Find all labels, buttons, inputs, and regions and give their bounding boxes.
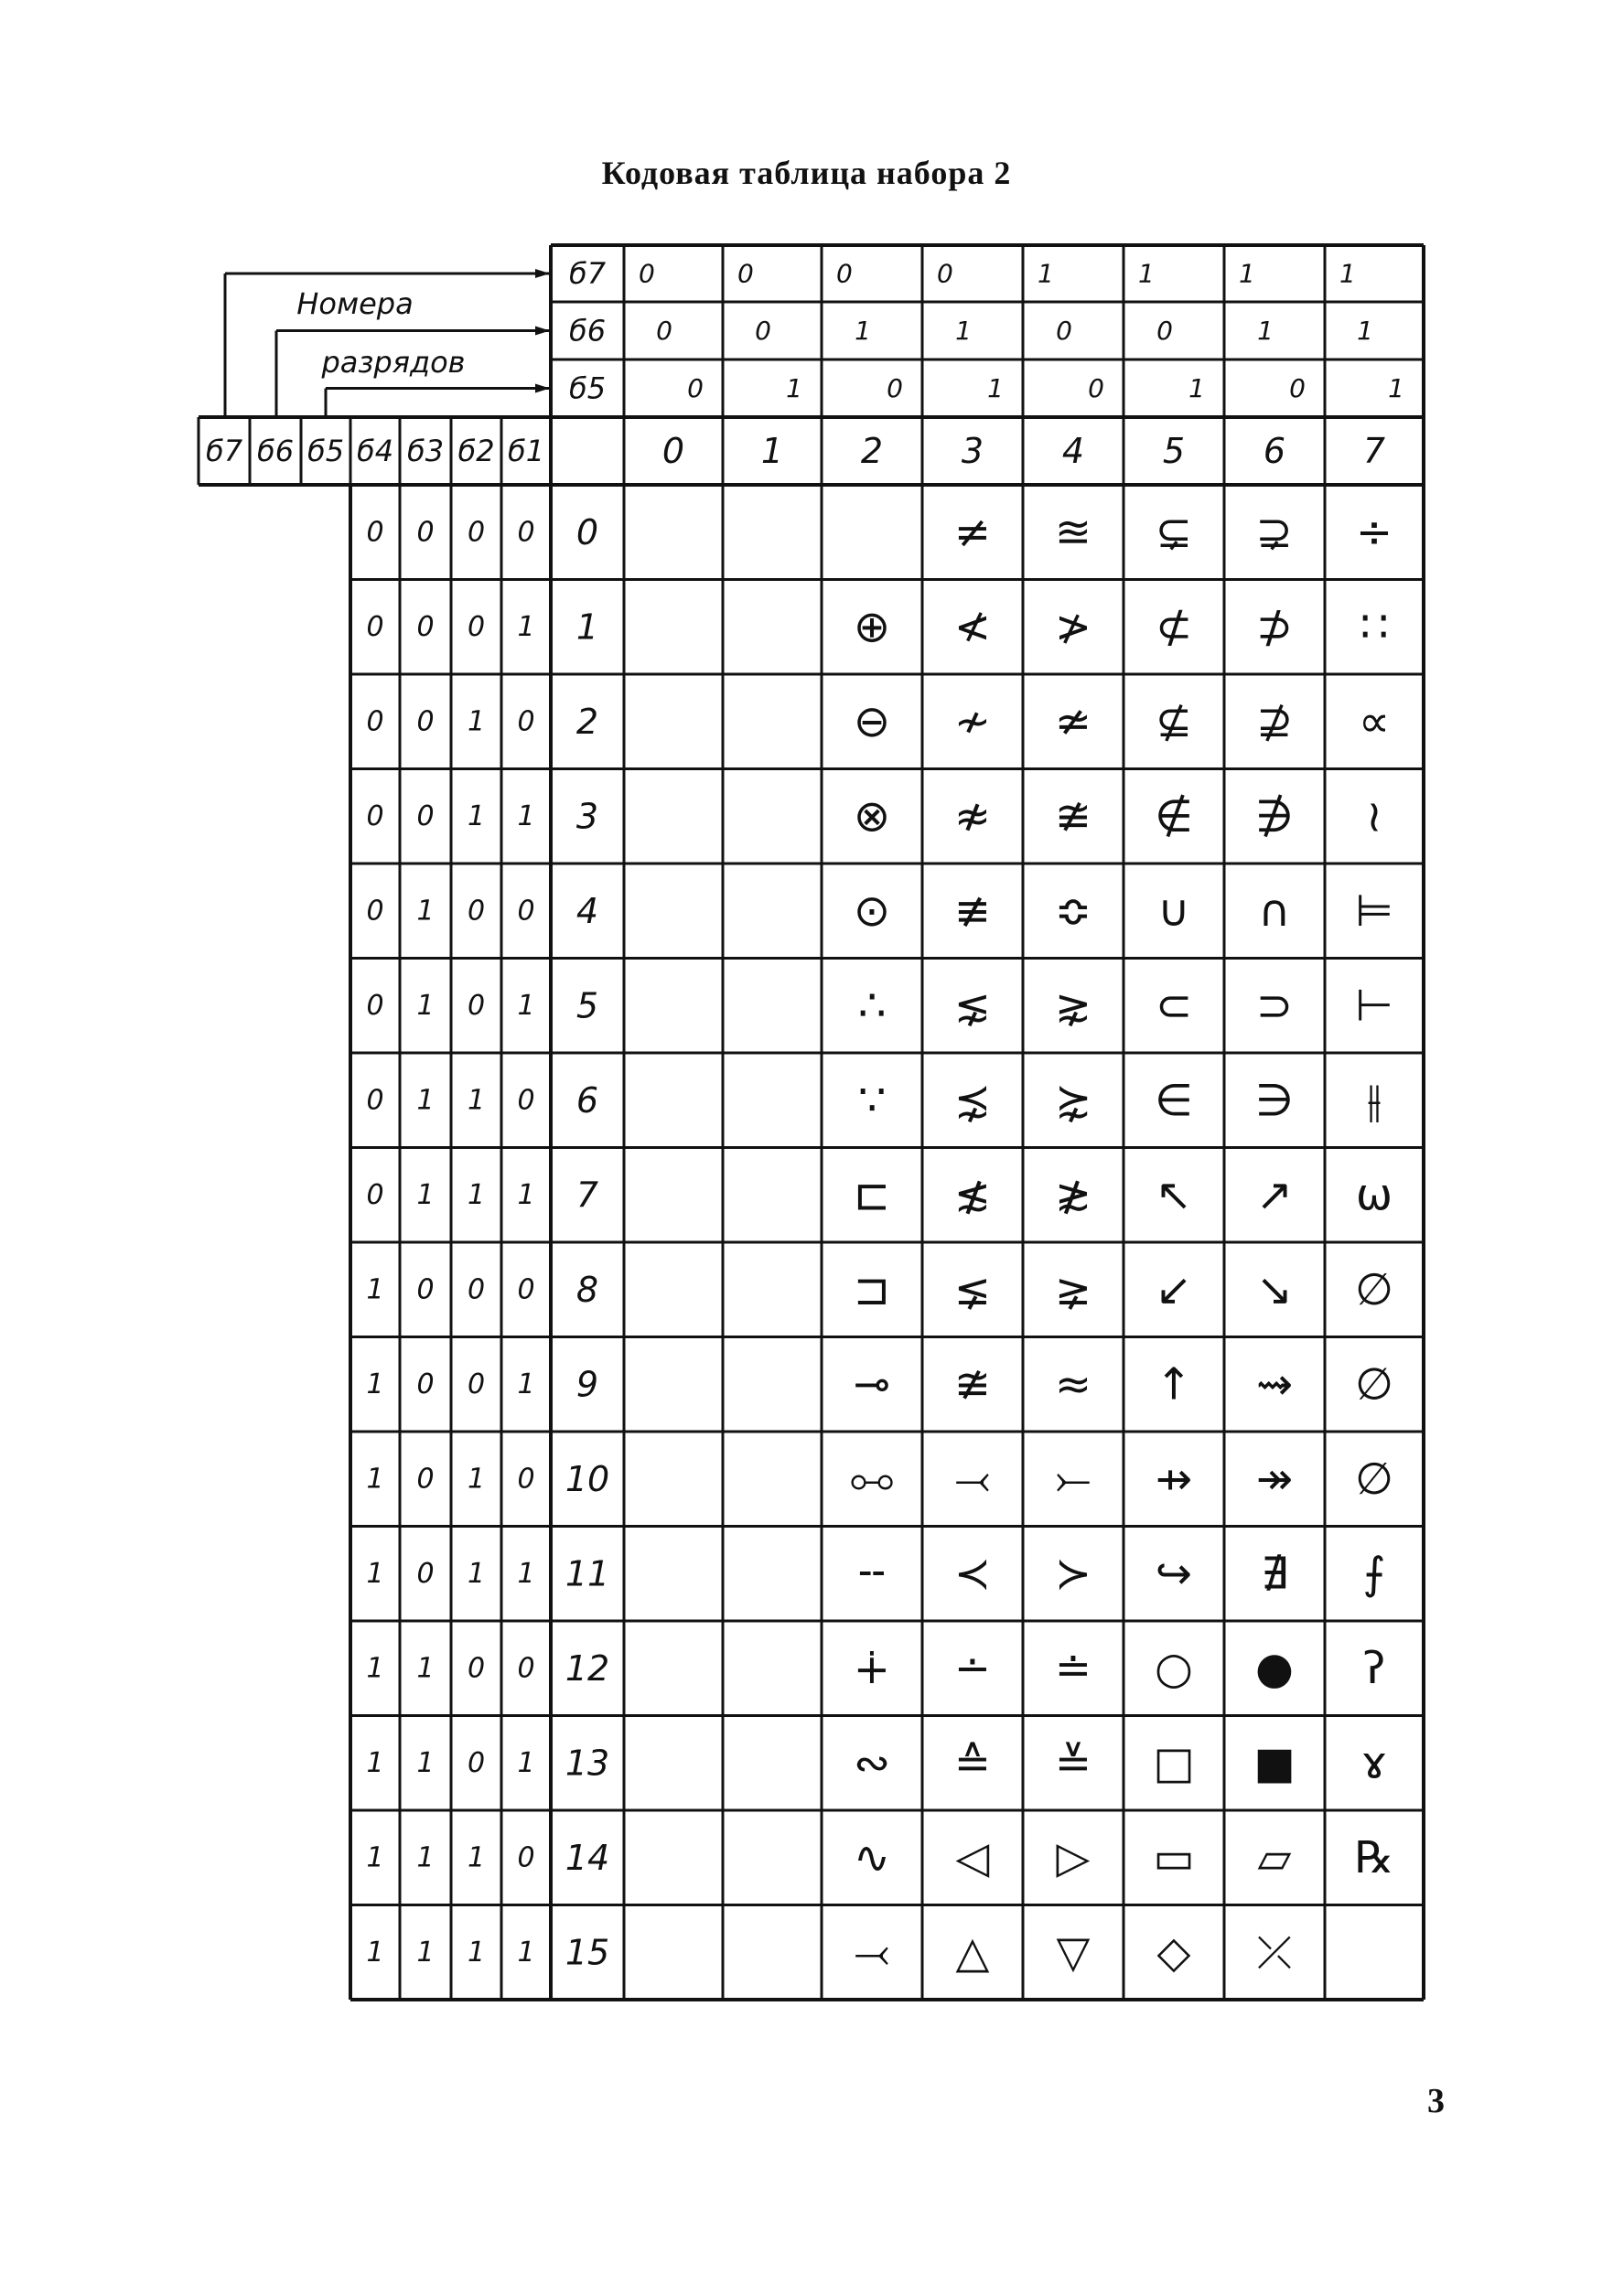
row-bit-12-1: 1 bbox=[416, 1652, 435, 1685]
symbol-c6-r7: ↗ bbox=[1255, 1169, 1294, 1221]
row-bit-0-1: 0 bbox=[416, 516, 435, 549]
symbol-c5-r1: ⊄ bbox=[1155, 601, 1193, 653]
row-number-3: 3 bbox=[575, 796, 599, 837]
row-bit-11-0: 1 bbox=[366, 1557, 384, 1590]
column-number-2: 2 bbox=[860, 431, 884, 471]
column-bit-b7-6: 1 bbox=[1239, 258, 1255, 289]
symbol-c4-r8: ⪈ bbox=[1054, 1263, 1092, 1315]
symbol-c7-r10: ∅ bbox=[1355, 1453, 1393, 1505]
column-number-0: 0 bbox=[661, 431, 685, 471]
symbol-c5-r13: □ bbox=[1153, 1737, 1195, 1789]
symbol-c5-r5: ⊂ bbox=[1155, 980, 1193, 1032]
bit-name-б4: б4 bbox=[356, 434, 394, 468]
symbol-c7-r11: ⨍ bbox=[1362, 1548, 1386, 1600]
column-bit-b5-6: 0 bbox=[1289, 373, 1306, 403]
row-bit-1-2: 0 bbox=[467, 610, 486, 643]
symbol-c7-r2: ∝ bbox=[1358, 695, 1391, 747]
row-bit-10-0: 1 bbox=[366, 1463, 384, 1496]
row-bit-1-0: 0 bbox=[366, 610, 384, 643]
symbol-c4-r11: ≻ bbox=[1054, 1548, 1092, 1600]
column-bit-label-б5: б5 bbox=[568, 370, 607, 406]
symbol-c3-r6: ⋨ bbox=[953, 1074, 992, 1126]
row-number-7: 7 bbox=[575, 1175, 599, 1216]
column-bit-label-б7: б7 bbox=[568, 256, 607, 291]
row-bit-4-1: 1 bbox=[416, 895, 435, 928]
row-bit-6-1: 1 bbox=[416, 1084, 435, 1117]
row-bit-4-3: 0 bbox=[517, 895, 535, 928]
row-number-1: 1 bbox=[575, 606, 599, 648]
column-bit-b7-0: 0 bbox=[639, 258, 655, 289]
row-bit-4-0: 0 bbox=[366, 895, 384, 928]
symbol-c7-r13: ɤ bbox=[1360, 1737, 1388, 1789]
symbol-c2-r2: ⊖ bbox=[853, 695, 891, 747]
column-bit-b6-4: 0 bbox=[1056, 316, 1072, 346]
symbol-c6-r15: ⤫ bbox=[1256, 1926, 1293, 1979]
row-number-12: 12 bbox=[565, 1647, 610, 1689]
row-bit-15-0: 1 bbox=[366, 1936, 384, 1969]
symbol-c3-r5: ⋦ bbox=[953, 980, 992, 1032]
symbol-c5-r10: ⇸ bbox=[1155, 1453, 1193, 1505]
row-bit-8-2: 0 bbox=[467, 1273, 486, 1306]
row-bit-10-2: 1 bbox=[467, 1463, 486, 1496]
column-bit-b6-6: 1 bbox=[1257, 316, 1274, 346]
row-bit-3-1: 0 bbox=[416, 799, 435, 832]
symbol-c5-r0: ⊊ bbox=[1155, 506, 1193, 558]
symbol-c4-r15: ▽ bbox=[1056, 1926, 1091, 1979]
symbol-c4-r0: ≊ bbox=[1054, 506, 1092, 558]
symbol-c7-r3: ≀ bbox=[1366, 790, 1382, 842]
symbol-c5-r3: ∉ bbox=[1155, 790, 1193, 842]
row-number-9: 9 bbox=[575, 1364, 599, 1405]
symbol-c5-r15: ◇ bbox=[1156, 1926, 1191, 1979]
symbol-c4-r10: ⤚ bbox=[1055, 1453, 1091, 1505]
row-bit-0-0: 0 bbox=[366, 516, 384, 549]
column-bit-b7-2: 0 bbox=[836, 258, 853, 289]
row-number-15: 15 bbox=[565, 1932, 610, 1973]
symbol-c4-r4: ≎ bbox=[1054, 885, 1092, 937]
symbol-c2-r15: ⤙ bbox=[854, 1926, 890, 1979]
symbol-c4-r7: ≵ bbox=[1054, 1169, 1092, 1221]
column-number-4: 4 bbox=[1061, 431, 1085, 471]
column-bit-b7-4: 1 bbox=[1038, 258, 1054, 289]
column-bit-b6-5: 0 bbox=[1156, 316, 1173, 346]
column-number-7: 7 bbox=[1362, 431, 1386, 471]
column-bit-b5-7: 1 bbox=[1388, 373, 1404, 403]
symbol-c6-r13: ■ bbox=[1253, 1737, 1296, 1789]
symbol-c5-r11: ↪ bbox=[1155, 1548, 1193, 1600]
row-number-10: 10 bbox=[565, 1458, 610, 1499]
column-bit-b6-0: 0 bbox=[656, 316, 672, 346]
symbol-c7-r9: ∅ bbox=[1355, 1358, 1393, 1411]
row-bit-2-2: 1 bbox=[467, 705, 486, 738]
symbol-c6-r5: ⊃ bbox=[1255, 980, 1294, 1032]
row-number-4: 4 bbox=[575, 890, 599, 931]
symbol-c5-r8: ↙ bbox=[1155, 1263, 1193, 1315]
symbol-c2-r3: ⊗ bbox=[853, 790, 891, 842]
row-bit-1-3: 1 bbox=[517, 610, 535, 643]
symbol-c6-r8: ↘ bbox=[1255, 1263, 1294, 1315]
row-number-5: 5 bbox=[575, 985, 599, 1026]
row-bit-0-3: 0 bbox=[517, 516, 535, 549]
row-bit-3-0: 0 bbox=[366, 799, 384, 832]
row-bit-13-1: 1 bbox=[416, 1746, 435, 1779]
column-bit-b7-5: 1 bbox=[1138, 258, 1155, 289]
row-number-13: 13 bbox=[565, 1743, 610, 1784]
row-number-14: 14 bbox=[565, 1837, 610, 1878]
column-bit-b7-7: 1 bbox=[1339, 258, 1356, 289]
symbol-c3-r14: ◁ bbox=[955, 1831, 990, 1883]
row-bit-5-2: 0 bbox=[467, 989, 486, 1022]
symbol-c7-r1: ∷ bbox=[1360, 601, 1389, 653]
symbol-c6-r1: ⊅ bbox=[1255, 601, 1294, 653]
row-number-0: 0 bbox=[575, 511, 599, 553]
symbol-c2-r11: ╌ bbox=[858, 1548, 886, 1600]
symbol-c3-r9: ≇ bbox=[953, 1358, 992, 1411]
row-bit-7-3: 1 bbox=[517, 1178, 535, 1211]
symbol-c5-r2: ⊈ bbox=[1155, 695, 1193, 747]
row-bit-10-3: 0 bbox=[517, 1463, 535, 1496]
symbol-c3-r15: △ bbox=[955, 1926, 990, 1979]
table-grid bbox=[199, 245, 1424, 2000]
symbol-c5-r12: ○ bbox=[1155, 1642, 1193, 1694]
row-bit-7-0: 0 bbox=[366, 1178, 384, 1211]
row-bit-5-1: 1 bbox=[416, 989, 435, 1022]
row-bit-1-1: 0 bbox=[416, 610, 435, 643]
symbol-c7-r6: ⫲ bbox=[1367, 1074, 1382, 1126]
row-bit-7-2: 1 bbox=[467, 1178, 486, 1211]
row-number-6: 6 bbox=[575, 1079, 599, 1121]
bit-name-б2: б2 bbox=[457, 434, 495, 468]
column-bit-b5-3: 1 bbox=[987, 373, 1004, 403]
column-bit-b5-2: 0 bbox=[887, 373, 903, 403]
row-bit-10-1: 0 bbox=[416, 1463, 435, 1496]
symbol-c3-r12: ∸ bbox=[953, 1642, 992, 1694]
column-number-1: 1 bbox=[760, 431, 784, 471]
symbol-c5-r14: ▭ bbox=[1153, 1831, 1195, 1883]
row-bit-3-2: 1 bbox=[467, 799, 486, 832]
symbol-c6-r9: ⇝ bbox=[1255, 1358, 1294, 1411]
row-bit-13-0: 1 bbox=[366, 1746, 384, 1779]
column-bit-b5-1: 1 bbox=[786, 373, 802, 403]
row-number-11: 11 bbox=[565, 1553, 610, 1594]
row-bit-9-3: 1 bbox=[517, 1368, 535, 1400]
symbol-c4-r12: ≐ bbox=[1054, 1642, 1092, 1694]
row-bit-8-1: 0 bbox=[416, 1273, 435, 1306]
row-bit-9-2: 0 bbox=[467, 1368, 486, 1400]
row-bit-8-0: 1 bbox=[366, 1273, 384, 1306]
symbol-c6-r10: ↠ bbox=[1255, 1453, 1294, 1505]
symbol-c3-r7: ≴ bbox=[953, 1169, 992, 1221]
row-bit-14-1: 1 bbox=[416, 1841, 435, 1874]
symbol-c4-r13: ≚ bbox=[1054, 1737, 1092, 1789]
symbol-c6-r3: ∌ bbox=[1255, 790, 1294, 842]
page-title: Кодовая таблица набора 2 bbox=[601, 155, 1012, 191]
row-number-2: 2 bbox=[575, 701, 599, 742]
row-bit-4-2: 0 bbox=[467, 895, 486, 928]
symbol-c2-r6: ∵ bbox=[857, 1074, 887, 1126]
symbol-c2-r14: ∿ bbox=[853, 1831, 891, 1883]
row-bit-3-3: 1 bbox=[517, 799, 535, 832]
symbol-c7-r12: ʔ bbox=[1362, 1642, 1386, 1694]
symbol-c2-r5: ∴ bbox=[857, 980, 887, 1032]
symbol-c4-r2: ≄ bbox=[1054, 695, 1092, 747]
column-bit-b7-3: 0 bbox=[937, 258, 953, 289]
symbol-c4-r14: ▷ bbox=[1056, 1831, 1091, 1883]
bit-name-б5: б5 bbox=[306, 434, 345, 468]
row-bit-2-3: 0 bbox=[517, 705, 535, 738]
symbol-c6-r14: ▱ bbox=[1257, 1831, 1292, 1883]
symbol-c7-r4: ⊨ bbox=[1355, 885, 1393, 937]
symbol-c4-r9: ≈ bbox=[1054, 1358, 1092, 1411]
symbol-c3-r11: ≺ bbox=[953, 1548, 992, 1600]
row-number-8: 8 bbox=[575, 1269, 599, 1310]
row-bit-11-2: 1 bbox=[467, 1557, 486, 1590]
row-bit-7-1: 1 bbox=[416, 1178, 435, 1211]
row-bit-13-2: 0 bbox=[467, 1746, 486, 1779]
symbol-c3-r0: ≠ bbox=[953, 506, 992, 558]
symbol-c6-r4: ∩ bbox=[1258, 885, 1291, 937]
symbol-c7-r14: ℞ bbox=[1354, 1831, 1394, 1883]
row-bit-11-1: 0 bbox=[416, 1557, 435, 1590]
header-label-numbers: Номера bbox=[296, 286, 414, 321]
column-bit-b6-1: 0 bbox=[755, 316, 771, 346]
symbol-c2-r7: ⊏ bbox=[853, 1169, 891, 1221]
row-bit-12-2: 0 bbox=[467, 1652, 486, 1685]
symbol-c2-r13: ∾ bbox=[853, 1737, 891, 1789]
symbol-c2-r12: ∔ bbox=[853, 1642, 891, 1694]
symbol-c7-r0: ÷ bbox=[1355, 506, 1393, 558]
symbol-c3-r1: ≮ bbox=[953, 601, 992, 653]
row-bit-12-3: 0 bbox=[517, 1652, 535, 1685]
symbol-c3-r4: ≢ bbox=[953, 885, 992, 937]
bit-name-б6: б6 bbox=[256, 434, 295, 468]
symbol-c4-r1: ≯ bbox=[1054, 601, 1092, 653]
symbol-c4-r3: ≇ bbox=[1054, 790, 1092, 842]
column-bit-b6-7: 1 bbox=[1357, 316, 1373, 346]
symbol-c5-r7: ↖ bbox=[1155, 1169, 1193, 1221]
header-label-bits: разрядов bbox=[321, 345, 466, 380]
symbol-c6-r0: ⊋ bbox=[1255, 506, 1294, 558]
symbol-c3-r13: ≙ bbox=[953, 1737, 992, 1789]
row-bit-15-1: 1 bbox=[416, 1936, 435, 1969]
symbol-c6-r6: ∋ bbox=[1255, 1074, 1294, 1126]
row-bit-0-2: 0 bbox=[467, 516, 486, 549]
bit-name-б7: б7 bbox=[205, 434, 243, 468]
column-bit-b5-4: 0 bbox=[1088, 373, 1104, 403]
symbol-c6-r12: ● bbox=[1255, 1642, 1294, 1694]
column-bit-b7-1: 0 bbox=[737, 258, 754, 289]
row-bit-6-2: 1 bbox=[467, 1084, 486, 1117]
column-number-5: 5 bbox=[1162, 431, 1186, 471]
row-bit-2-1: 0 bbox=[416, 705, 435, 738]
symbol-c2-r4: ⊙ bbox=[853, 885, 891, 937]
symbol-c7-r7: ω bbox=[1355, 1169, 1393, 1221]
symbol-c2-r8: ⊐ bbox=[853, 1263, 891, 1315]
column-number-6: 6 bbox=[1263, 431, 1286, 471]
column-bit-b5-5: 1 bbox=[1188, 373, 1205, 403]
column-bit-b6-3: 1 bbox=[955, 316, 972, 346]
symbol-c5-r9: ↑ bbox=[1155, 1358, 1193, 1411]
symbol-c3-r2: ≁ bbox=[953, 695, 992, 747]
symbol-c2-r10: ⧟ bbox=[849, 1453, 895, 1505]
row-bit-5-3: 1 bbox=[517, 989, 535, 1022]
bit-name-б1: б1 bbox=[507, 434, 545, 468]
symbol-c3-r3: ≉ bbox=[953, 790, 992, 842]
row-bit-14-0: 1 bbox=[366, 1841, 384, 1874]
symbol-c3-r8: ⪇ bbox=[953, 1263, 992, 1315]
row-bit-14-3: 0 bbox=[517, 1841, 535, 1874]
row-bit-13-3: 1 bbox=[517, 1746, 535, 1779]
column-bit-b5-0: 0 bbox=[687, 373, 704, 403]
symbol-c3-r10: ⤙ bbox=[954, 1453, 991, 1505]
symbol-c5-r4: ∪ bbox=[1157, 885, 1190, 937]
symbol-c2-r9: ⊸ bbox=[853, 1358, 891, 1411]
page-number: 3 bbox=[1427, 2082, 1445, 2120]
bit-name-б3: б3 bbox=[406, 434, 445, 468]
row-bit-15-2: 1 bbox=[467, 1936, 486, 1969]
symbol-c4-r5: ⋧ bbox=[1054, 980, 1092, 1032]
row-bit-15-3: 1 bbox=[517, 1936, 535, 1969]
row-bit-14-2: 1 bbox=[467, 1841, 486, 1874]
row-bit-9-0: 1 bbox=[366, 1368, 384, 1400]
row-bit-12-0: 1 bbox=[366, 1652, 384, 1685]
symbol-c2-r1: ⊕ bbox=[853, 601, 891, 653]
symbol-c7-r5: ⊢ bbox=[1355, 980, 1393, 1032]
row-bit-6-3: 0 bbox=[517, 1084, 535, 1117]
column-bit-label-б6: б6 bbox=[568, 313, 607, 349]
row-bit-6-0: 0 bbox=[366, 1084, 384, 1117]
symbol-c6-r2: ⊉ bbox=[1255, 695, 1294, 747]
symbol-c5-r6: ∈ bbox=[1155, 1074, 1193, 1126]
symbol-c6-r11: ∄ bbox=[1260, 1548, 1289, 1600]
row-bit-2-0: 0 bbox=[366, 705, 384, 738]
column-bit-b6-2: 1 bbox=[855, 316, 871, 346]
row-bit-8-3: 0 bbox=[517, 1273, 535, 1306]
row-bit-11-3: 1 bbox=[517, 1557, 535, 1590]
symbol-c4-r6: ⋩ bbox=[1054, 1074, 1092, 1126]
column-number-3: 3 bbox=[961, 431, 984, 471]
row-bit-5-0: 0 bbox=[366, 989, 384, 1022]
symbol-c7-r8: ∅ bbox=[1355, 1263, 1393, 1315]
row-bit-9-1: 0 bbox=[416, 1368, 435, 1400]
